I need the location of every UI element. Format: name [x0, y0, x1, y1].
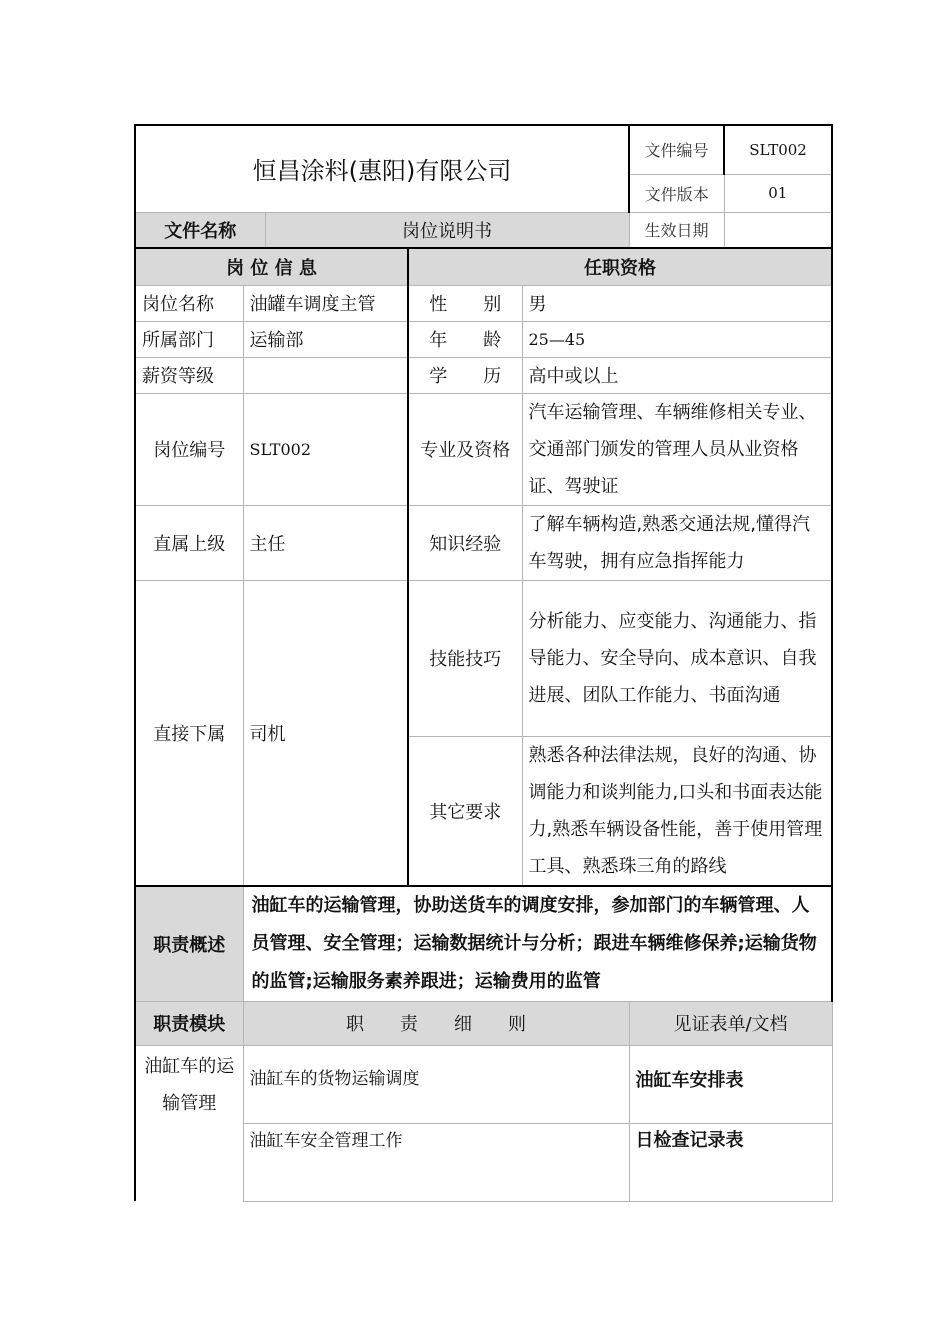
superior-value: 主任	[243, 505, 408, 580]
section-qualifications: 任职资格	[408, 248, 832, 285]
effective-date-label: 生效日期	[629, 212, 724, 248]
education-label: 学 历	[408, 357, 522, 393]
gender-value: 男	[522, 285, 832, 321]
duty-detail-cell: 油缸车安全管理工作	[243, 1123, 629, 1201]
department-value: 运输部	[243, 321, 408, 357]
doc-no-label: 文件编号	[629, 125, 724, 174]
superior-label: 直属上级	[135, 505, 243, 580]
effective-date-value	[724, 212, 832, 248]
gender-label: 性 别	[408, 285, 522, 321]
age-value: 25—45	[522, 321, 832, 357]
major-value: 汽车运输管理、车辆维修相关专业、交通部门颁发的管理人员从业资格证、驾驶证	[522, 393, 832, 505]
doc-name-label: 文件名称	[135, 212, 265, 248]
duty-summary-label: 职责概述	[135, 886, 243, 1002]
company-name: 恒昌涂料(惠阳)有限公司	[135, 125, 629, 212]
duty-evidence-header: 见证表单/文档	[629, 1001, 832, 1045]
subordinate-value: 司机	[243, 580, 408, 886]
position-code-label: 岗位编号	[135, 393, 243, 505]
doc-no-value: SLT002	[724, 125, 832, 174]
education-value: 高中或以上	[522, 357, 832, 393]
duty-module-cell: 油缸车的运输管理	[135, 1045, 243, 1201]
skills-label: 技能技巧	[408, 580, 522, 736]
skills-value: 分析能力、应变能力、沟通能力、指导能力、安全导向、成本意识、自我进展、团队工作能力、书面沟通	[522, 580, 832, 736]
doc-name-value: 岗位说明书	[265, 212, 629, 248]
duty-summary-value: 油缸车的运输管理，协助送货车的调度安排，参加部门的车辆管理、人员管理、安全管理；运输数据统计与分析；跟进车辆维修保养;运输货物的监管;运输服务素养跟进；运输费用的监管	[243, 886, 832, 1002]
salary-grade-label: 薪资等级	[135, 357, 243, 393]
duty-evidence-cell: 日检查记录表	[629, 1123, 832, 1201]
duty-evidence-cell: 油缸车安排表	[629, 1045, 832, 1123]
duty-detail-header: 职 责 细 则	[243, 1001, 629, 1045]
major-label: 专业及资格	[408, 393, 522, 505]
knowledge-value: 了解车辆构造,熟悉交通法规,懂得汽车驾驶，拥有应急指挥能力	[522, 505, 832, 580]
knowledge-label: 知识经验	[408, 505, 522, 580]
version-value: 01	[724, 174, 832, 212]
position-name-value: 油罐车调度主管	[243, 285, 408, 321]
section-position-info: 岗 位 信 息	[135, 248, 408, 285]
salary-grade-value	[243, 357, 408, 393]
job-description-document	[134, 124, 831, 1202]
department-label: 所属部门	[135, 321, 243, 357]
version-label: 文件版本	[629, 174, 724, 212]
duty-detail-cell: 油缸车的货物运输调度	[243, 1045, 629, 1123]
job-description-table	[134, 124, 833, 1202]
other-requirements-value: 熟悉各种法律法规，良好的沟通、协调能力和谈判能力,口头和书面表达能力,熟悉车辆设备性能，善于使用管理工具、熟悉珠三角的路线	[522, 736, 832, 886]
position-code-value: SLT002	[243, 393, 408, 505]
position-name-label: 岗位名称	[135, 285, 243, 321]
other-requirements-label: 其它要求	[408, 736, 522, 886]
duty-module-header: 职责模块	[135, 1001, 243, 1045]
age-label: 年 龄	[408, 321, 522, 357]
subordinate-label: 直接下属	[135, 580, 243, 886]
